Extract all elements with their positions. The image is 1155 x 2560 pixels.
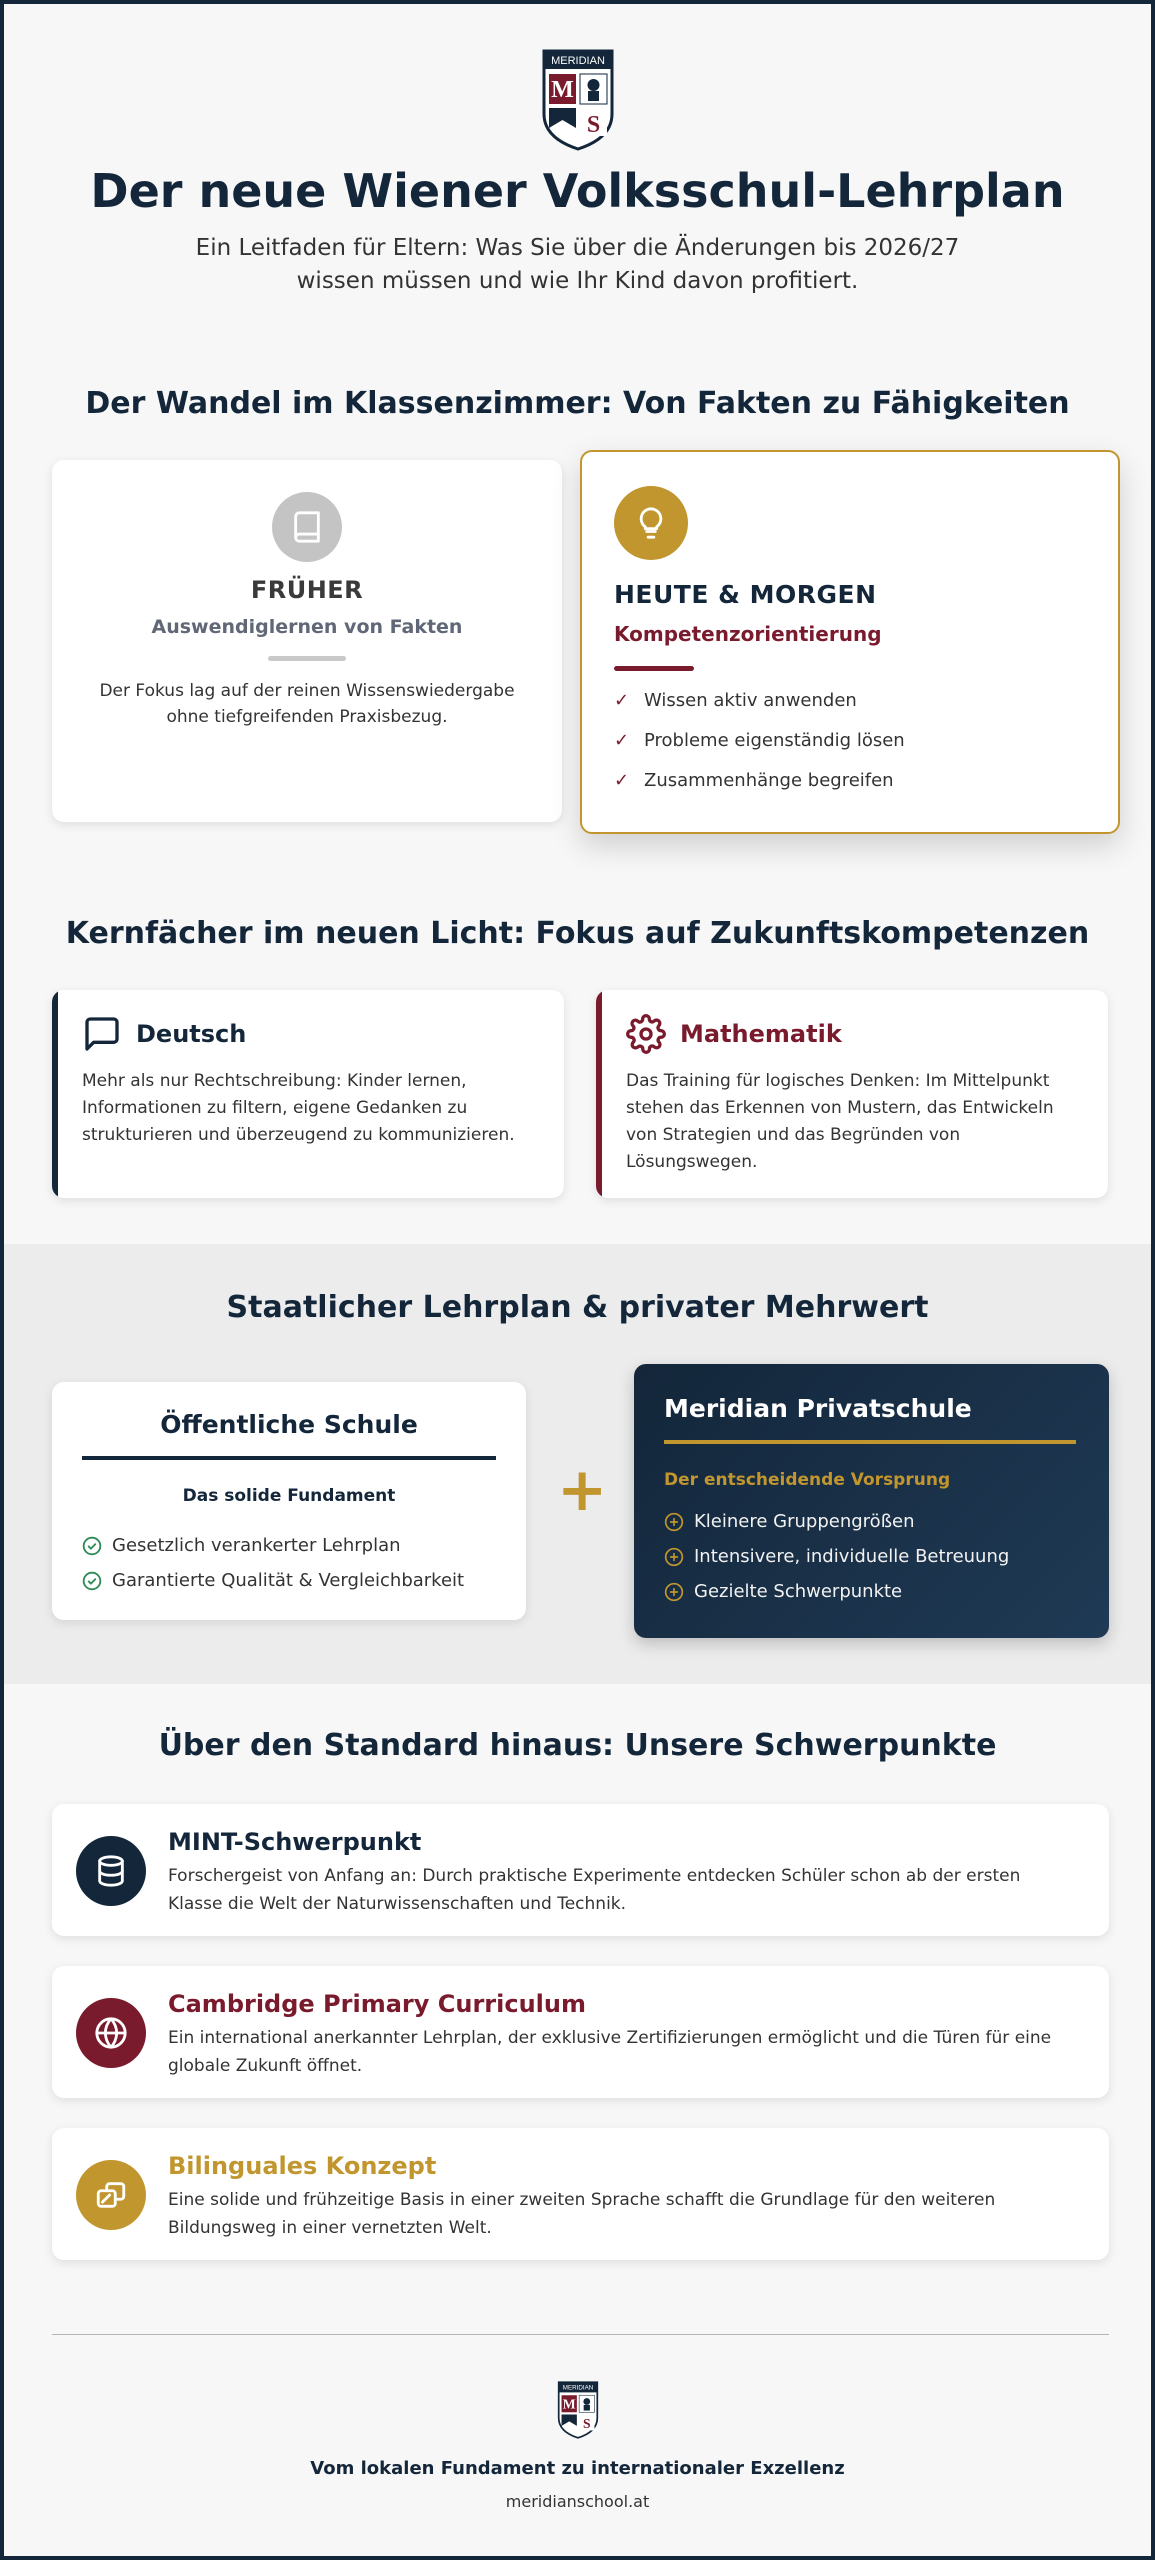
page-subtitle: Ein Leitfaden für Eltern: Was Sie über die Änderungen bis 2026/27 wissen müssen und wie Ihr Kind davon profitiert. bbox=[195, 235, 960, 294]
focus-description: Ein international anerkannter Lehrplan, der exklusive Zertifizierungen ermöglicht und die Türen für eine globale Zukunft öffnet. bbox=[168, 2028, 1052, 2076]
globe-icon bbox=[76, 1998, 146, 2068]
private-feature-list bbox=[664, 1504, 1009, 1609]
crest-letter-s: S bbox=[586, 112, 600, 138]
focus-card-mint bbox=[52, 1804, 1109, 1936]
private-school-card bbox=[634, 1364, 1109, 1638]
crest-banner-text: MERIDIAN bbox=[562, 2384, 593, 2392]
subject-card-deutsch bbox=[52, 990, 564, 1198]
plus-circle-icon bbox=[664, 1512, 684, 1532]
list-item: Gezielte Schwerpunkte bbox=[664, 1574, 1009, 1609]
book-icon bbox=[272, 492, 342, 562]
focus-title: Bilinguales Konzept bbox=[168, 2152, 437, 2180]
speech-bubble-icon bbox=[82, 1014, 122, 1054]
public-school-subtitle: Das solide Fundament bbox=[182, 1486, 396, 1506]
crest-letter-s: S bbox=[582, 2416, 591, 2432]
past-card bbox=[52, 460, 562, 822]
list-item: ✓ Probleme eigenständig lösen bbox=[614, 728, 905, 768]
private-school-subtitle: Der entscheidende Vorsprung bbox=[664, 1470, 951, 1490]
public-feature-list bbox=[82, 1528, 464, 1598]
lightbulb-icon bbox=[614, 486, 688, 560]
focus-section-title: Über den Standard hinaus: Unsere Schwerpunkte bbox=[158, 1728, 997, 1763]
crest-banner-text: MERIDIAN bbox=[550, 55, 605, 67]
check-circle-icon bbox=[82, 1571, 102, 1591]
public-school-divider bbox=[82, 1456, 496, 1460]
subject-card-mathematik bbox=[596, 990, 1108, 1198]
check-icon: ✓ bbox=[614, 690, 630, 711]
card-accent-bar bbox=[596, 990, 602, 1198]
focus-title: Cambridge Primary Curriculum bbox=[168, 1990, 586, 2018]
subject-title: Deutsch bbox=[136, 1020, 247, 1048]
crest-letter-m: M bbox=[550, 77, 574, 103]
future-list bbox=[614, 688, 905, 808]
focus-card-bilingual bbox=[52, 2128, 1109, 2260]
private-school-divider bbox=[664, 1440, 1076, 1444]
comparison-section-title: Staatlicher Lehrplan & privater Mehrwert bbox=[226, 1290, 929, 1325]
subject-title: Mathematik bbox=[680, 1020, 842, 1048]
footer-tagline: Vom lokalen Fundament zu internationaler Exzellenz bbox=[310, 2458, 845, 2479]
past-divider bbox=[268, 656, 346, 661]
past-description: Der Fokus lag auf der reinen Wissenswiedergabe ohne tiefgreifenden Praxisbezug. bbox=[99, 681, 515, 727]
plus-circle-icon bbox=[664, 1582, 684, 1602]
change-section-title: Der Wandel im Klassenzimmer: Von Fakten zu Fähigkeiten bbox=[85, 386, 1070, 421]
future-divider bbox=[614, 666, 694, 671]
footer-url: meridianschool.at bbox=[505, 2492, 650, 2511]
list-item: ✓ Wissen aktiv anwenden bbox=[614, 688, 905, 728]
list-item: ✓ Zusammenhänge begreifen bbox=[614, 768, 905, 808]
list-item: Gesetzlich verankerter Lehrplan bbox=[82, 1528, 464, 1563]
check-circle-icon bbox=[82, 1536, 102, 1556]
footer-divider bbox=[52, 2334, 1109, 2335]
footer-crest-logo bbox=[557, 2380, 599, 2440]
plus-icon: + bbox=[557, 1455, 608, 1525]
focus-card-cambridge bbox=[52, 1966, 1109, 2098]
subject-description: Das Training für logisches Denken: Im Mittelpunkt stehen das Erkennen von Mustern, das Entwickeln von Strategien und das Begründen von Lösungswegen. bbox=[626, 1071, 1054, 1172]
plus-circle-icon bbox=[664, 1547, 684, 1567]
database-icon bbox=[76, 1836, 146, 1906]
past-sublabel: Auswendiglernen von Fakten bbox=[151, 616, 463, 638]
public-school-card bbox=[52, 1382, 526, 1620]
subjects-section-title: Kernfächer im neuen Licht: Fokus auf Zukunftskompetenzen bbox=[65, 916, 1090, 951]
check-icon: ✓ bbox=[614, 730, 630, 751]
list-item: Kleinere Gruppengrößen bbox=[664, 1504, 1009, 1539]
future-card bbox=[580, 450, 1120, 834]
list-item: Garantierte Qualität & Vergleichbarkeit bbox=[82, 1563, 464, 1598]
future-sublabel: Kompetenzorientierung bbox=[614, 622, 882, 646]
crest-letter-m: M bbox=[562, 2396, 576, 2412]
language-icon bbox=[76, 2160, 146, 2230]
school-crest-logo bbox=[541, 48, 615, 152]
public-school-title: Öffentliche Schule bbox=[160, 1410, 418, 1439]
private-school-title: Meridian Privatschule bbox=[664, 1394, 972, 1423]
focus-title: MINT-Schwerpunkt bbox=[168, 1828, 422, 1856]
check-icon: ✓ bbox=[614, 770, 630, 791]
future-label: HEUTE & MORGEN bbox=[614, 580, 877, 609]
past-label: FRÜHER bbox=[250, 576, 364, 604]
gear-icon bbox=[626, 1014, 666, 1054]
focus-description: Forschergeist von Anfang an: Durch praktische Experimente entdecken Schüler schon ab der ersten Klasse die Welt der Naturwissenschaften und Technik. bbox=[168, 1866, 1021, 1914]
page-title: Der neue Wiener Volksschul-Lehrplan bbox=[90, 164, 1065, 218]
list-item: Intensivere, individuelle Betreuung bbox=[664, 1539, 1009, 1574]
focus-description: Eine solide und frühzeitige Basis in einer zweiten Sprache schafft die Grundlage für den weiteren Bildungsweg in einer vernetzten Welt. bbox=[168, 2190, 996, 2238]
card-accent-bar bbox=[52, 990, 58, 1198]
subject-description: Mehr als nur Rechtschreibung: Kinder lernen, Informationen zu filtern, eigene Gedanken zu strukturieren und überzeugend zu kommunizieren. bbox=[82, 1071, 515, 1145]
